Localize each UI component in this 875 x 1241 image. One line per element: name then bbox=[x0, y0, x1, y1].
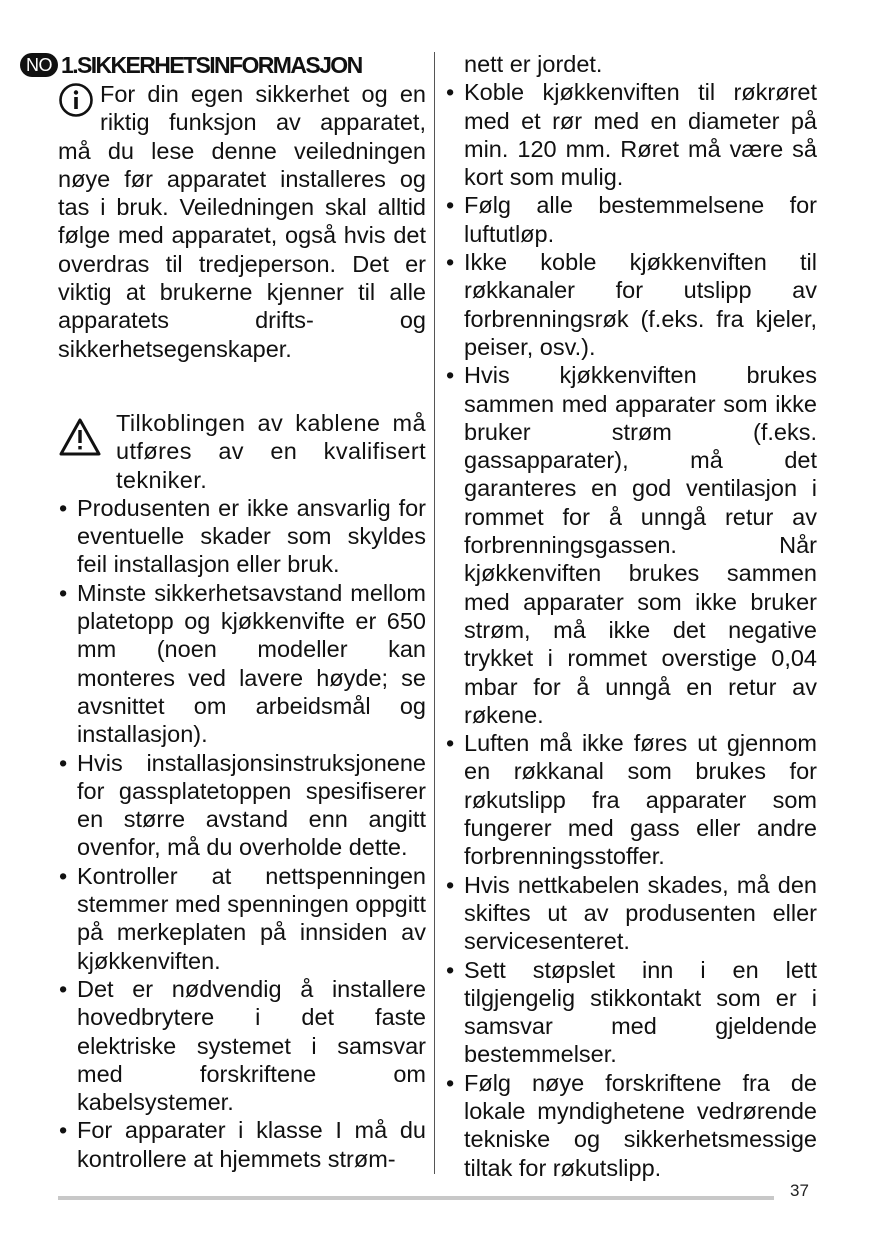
warning-block bbox=[58, 409, 426, 494]
list-item: • Sett støpslet inn i en lett tilgjengelig stikkontakt som er i samsvar med gjeldende bestemmelser. bbox=[445, 956, 817, 1069]
list-item: • Ikke koble kjøkkenviften til røkkanaler for utslipp av forbrenningsrøk (f.eks. fra kjeler, peiser, osv.). bbox=[445, 248, 817, 361]
list-item: • Koble kjøkkenviften til røkrøret med et rør med en diameter på min. 120 mm. Røret må være så kort som mulig. bbox=[445, 78, 817, 191]
warning-triangle-icon bbox=[58, 417, 102, 457]
list-item: • Hvis installasjonsinstruksjonene for gassplatetoppen spesifiserer en større avstand enn angitt ovenfor, må du overholde dette. bbox=[58, 749, 426, 862]
list-item: • Følg nøye forskriftene fra de lokale myndighetene vedrørende tekniske og sikkerhetsmessige tiltak for røkutslipp. bbox=[445, 1069, 817, 1182]
intro-paragraph bbox=[58, 80, 426, 363]
list-item: • Det er nødvendig å installere hovedbrytere i det faste elektriske systemet i samsvar med forskriftene om kabelsystemer. bbox=[58, 975, 426, 1116]
language-badge: NO bbox=[20, 53, 58, 77]
section-header bbox=[20, 50, 426, 80]
list-item: • Produsenten er ikke ansvarlig for eventuelle skader som skyldes feil installasjon eller bruk. bbox=[58, 494, 426, 579]
right-bullet-list bbox=[445, 78, 817, 1182]
page-number: 37 bbox=[790, 1181, 809, 1200]
info-icon bbox=[58, 82, 94, 118]
column-divider bbox=[434, 52, 435, 1174]
footer-rule bbox=[58, 1196, 774, 1200]
continuation-text: nett er jordet. bbox=[464, 51, 603, 77]
left-bullet-list bbox=[58, 494, 426, 1173]
intro-text: For din egen sikkerhet og en riktig funksjon av apparatet, må du lese denne veiledningen nøye før apparatet installeres og tas i bruk. Veiledningen skal alltid følge med apparatet, også hvis det overdras til tredjeperson. Det er viktig at brukerne kjenner til alle apparatets drifts- og sikkerhetsegenskaper. bbox=[58, 81, 426, 362]
warning-text: Tilkoblingen av kablene må utføres av en kvalifisert tekniker. bbox=[116, 409, 426, 493]
list-item: • Kontroller at nettspenningen stemmer med spenningen oppgitt på merkeplaten på innsiden av kjøkkenviften. bbox=[58, 862, 426, 975]
section-title: 1.SIKKERHETSINFORMASJON bbox=[61, 51, 362, 78]
list-item: • Følg alle bestemmelsene for luftutløp. bbox=[445, 191, 817, 248]
list-item: • For apparater i klasse I må du kontrollere at hjemmets strøm- bbox=[58, 1116, 426, 1173]
list-item: • Minste sikkerhetsavstand mellom platetopp og kjøkkenvifte er 650 mm (noen modeller kan monteres ved lavere høyde; se avsnittet om arbeidsmål og installasjon). bbox=[58, 579, 426, 749]
right-column bbox=[445, 50, 817, 1182]
left-column bbox=[26, 50, 426, 1173]
list-item: • Hvis nettkabelen skades, må den skiftes ut av produsenten eller servicesenteret. bbox=[445, 871, 817, 956]
list-item: • Luften må ikke føres ut gjennom en røkkanal som brukes for røkutslipp fra apparater som fungerer med gass eller andre forbrenningsstoffer. bbox=[445, 729, 817, 870]
list-item: • Hvis kjøkkenviften brukes sammen med apparater som ikke bruker strøm (f.eks. gassapparater), må det garanteres en god ventilasjon i rommet for å unngå retur av forbrenningsgassen. Når kjøkkenviften brukes sammen med apparater som ikke bruker strøm, må ikke det negative trykket i rommet overstige 0,04 mbar for å unngå en retur av røkene. bbox=[445, 361, 817, 729]
